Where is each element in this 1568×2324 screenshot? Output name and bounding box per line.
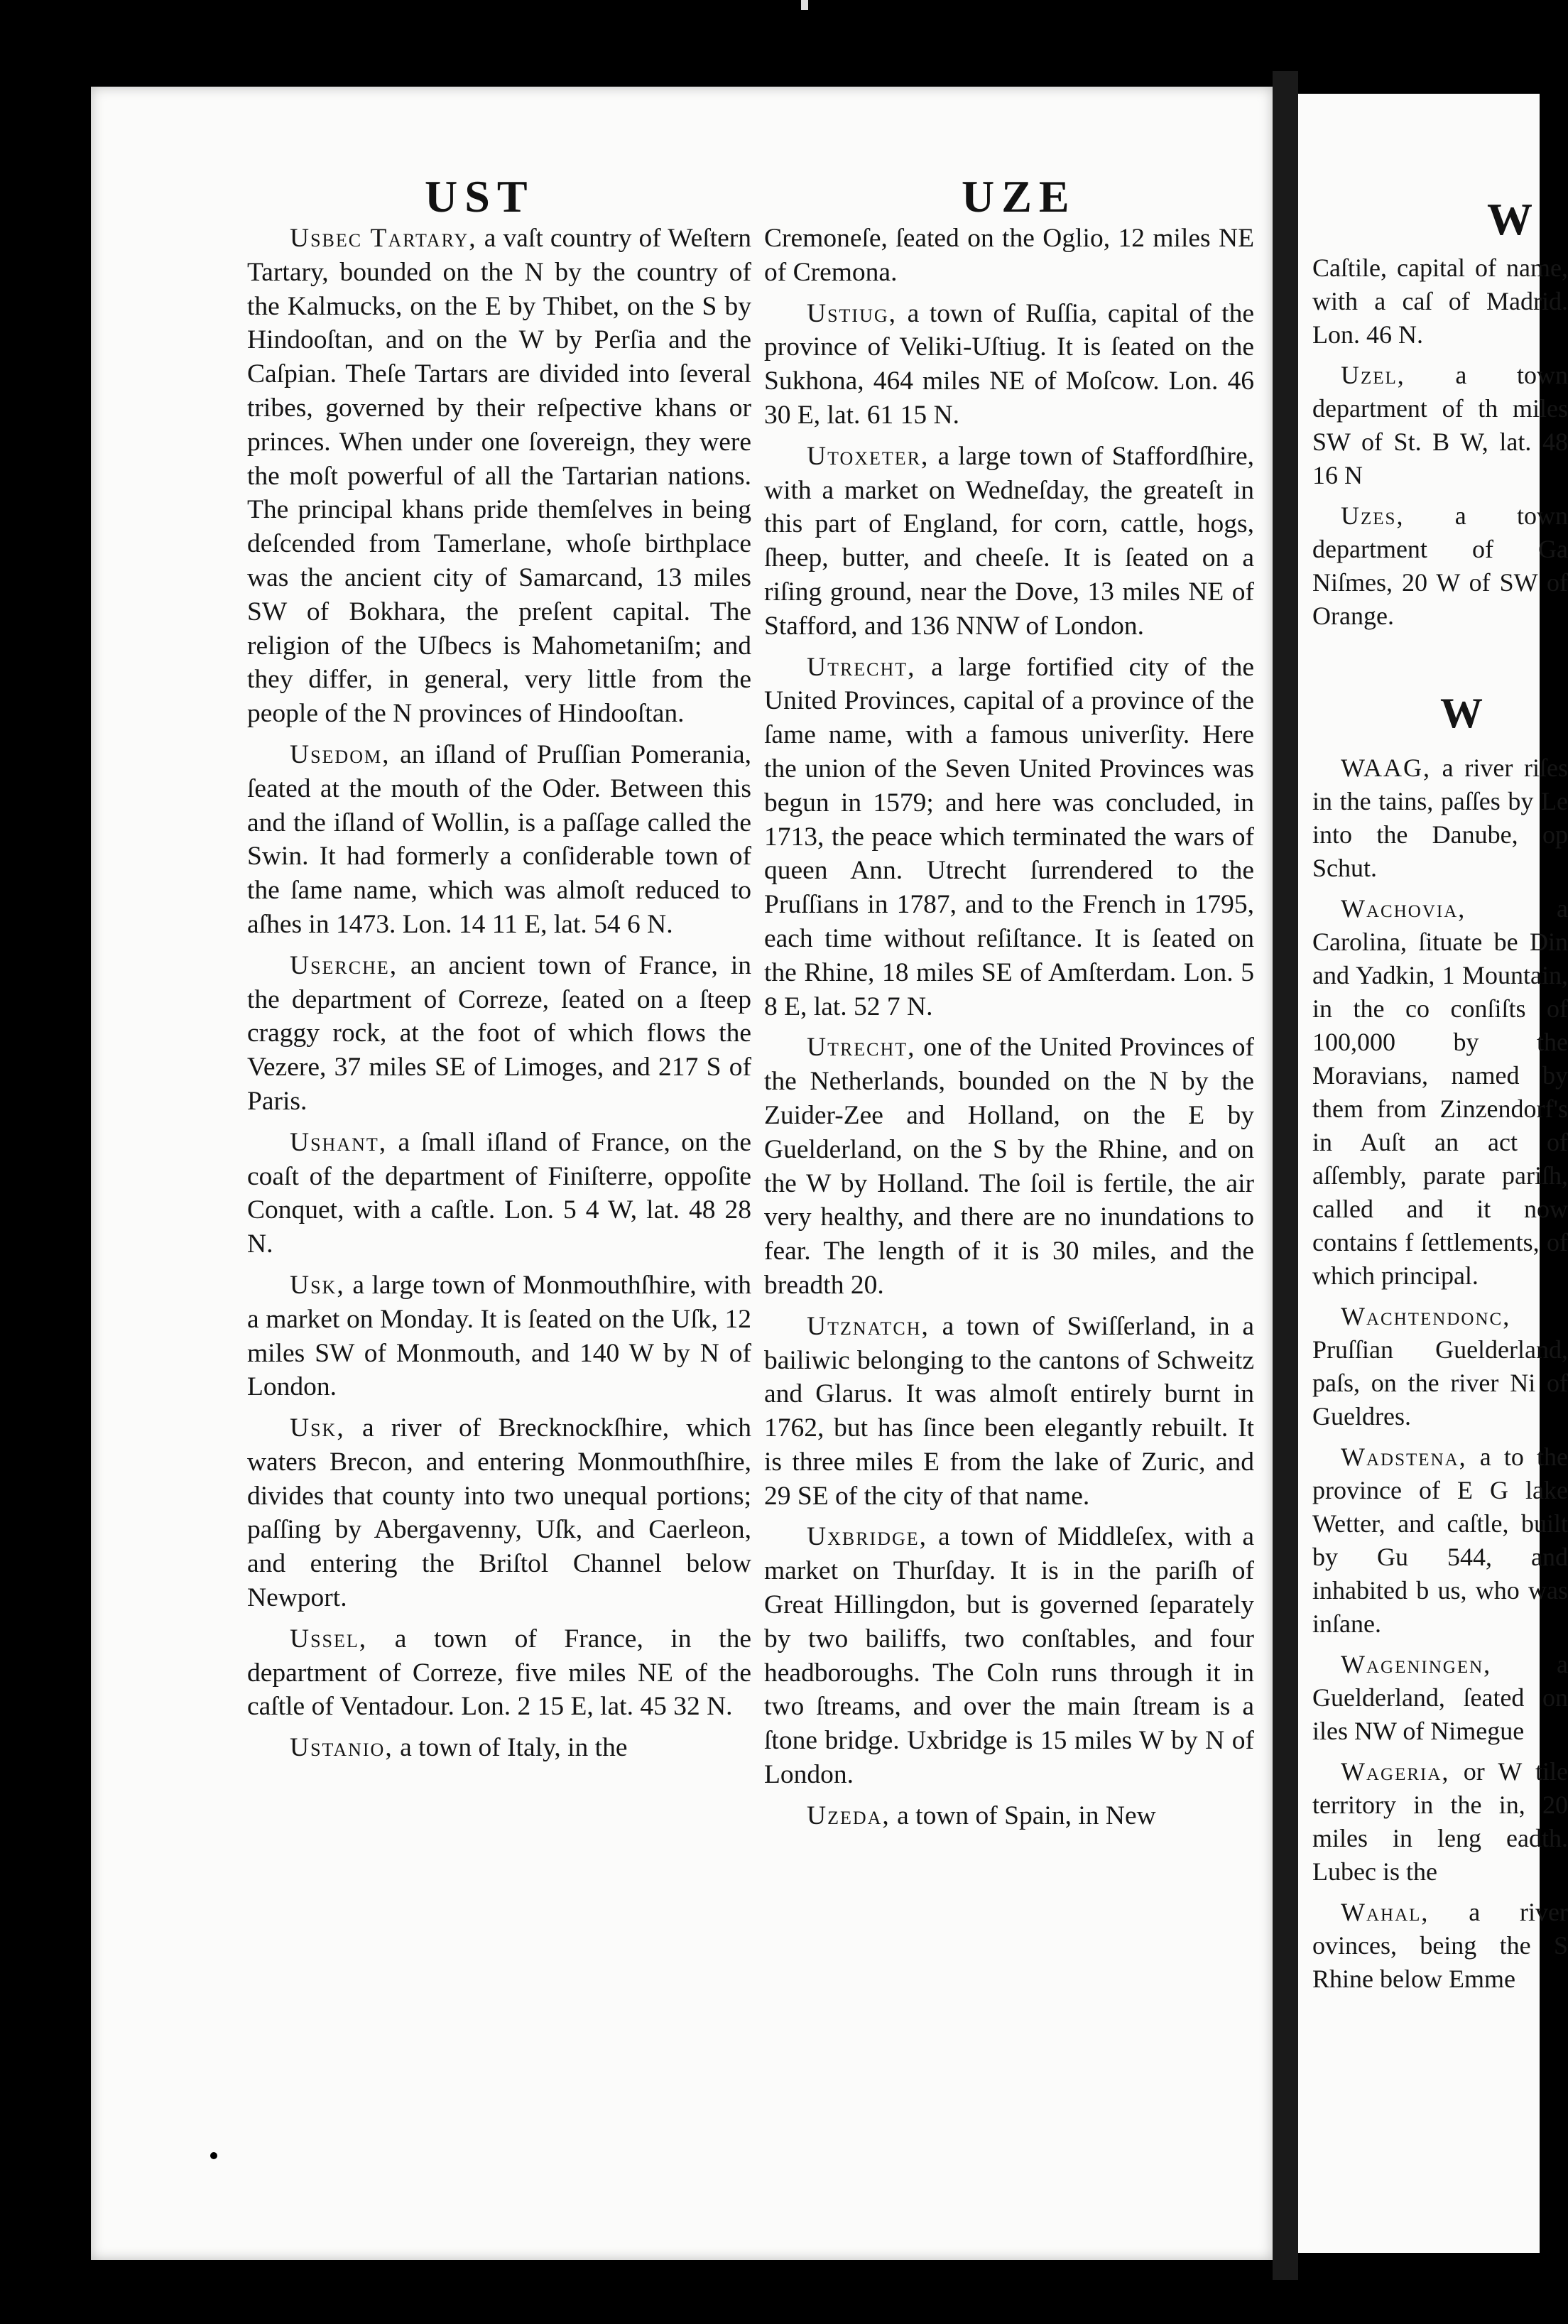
ink-dot [210, 2152, 217, 2159]
entry-paragraph [1312, 1648, 1568, 1748]
entry-paragraph [764, 297, 1254, 433]
entry-text: Cremoneſe, ſeated on the Oglio, 12 miles NE of Cremona. [764, 224, 1254, 287]
entry-paragraph [1312, 1896, 1568, 1996]
entry-headword: Usedom, [290, 739, 391, 769]
entry-headword: Usbec Tartary, [290, 224, 477, 253]
entry-paragraph [1312, 1440, 1568, 1641]
running-head-left: UST [425, 171, 535, 222]
entry-text: a river ovinces, being the S Rhine below Emme [1312, 1898, 1568, 1993]
entry-text: a town of France, in the department of Correze, five miles NE of the caſtle of Ventadour. Lon. 2 15 E, lat. 45 32 N. [247, 1624, 751, 1722]
entry-text: a large fortified city of the United Provinces, capital of a province of the ſame name, with a famous univerſity. Here the union of the Seven United Provinces was begun in 1579; and here was concluded, in 1713, the peace which terminated the wars of queen Ann. Utrecht ſurrendered to the Pruſſians in 1787, and to the French in 1795, each time without reſiſtance. It is ſeated on the Rhine, 18 miles SE of Amſterdam. Lon. 5 8 E, lat. 52 7 N. [764, 652, 1254, 1021]
entry-headword: Ustiug, [807, 298, 898, 328]
entry-headword: Utrecht, [807, 1033, 916, 1063]
entry-text: a vaſt country of Weſtern Tartary, bounded on the N by the country of the Kalmucks, on the E by Thibet, on the S by Hindooſtan, and on the W by Perſia and the Caſpian. Theſe Tartars are divided into ſeveral tribes, governed by their reſpective khans or princes. When under one ſovereign, they were the moſt powerful of all the Tartarian nations. The principal khans pride themſelves in being deſcended from Tamerlane, whoſe birthplace was the ancient city of Samarcand, 13 miles SW of Bokhara, the preſent capital. The religion of the Uſbecs is Mahometaniſm; and they differ, in general, very little from the people of the N provinces of Hindooſtan. [247, 224, 751, 729]
entry-headword: Utoxeter, [807, 441, 930, 471]
entry-text: a ſmall iſland of France, on the coaſt of the department of Finiſterre, oppoſite Conquet, with a caſtle. Lon. 5 4 W, lat. 48 28 N. [247, 1127, 751, 1259]
entry-text: or W tile territory in the in, 20 miles in leng eadth. Lubec is the [1312, 1757, 1568, 1886]
entry-headword: Uzel, [1341, 361, 1405, 389]
entry-text: a town department of th miles SW of St. B W, lat. 48 16 N [1312, 361, 1568, 489]
entry-headword: Utrecht, [807, 652, 916, 682]
entry-text: a town of Swiſſerland, in a bailiwic belonging to the cantons of Schweitz and Glarus. It was almoſt entirely burnt in 1762, but has ſince been elegantly rebuilt. It is three miles E from the lake of Zuric, and 29 SE of the city of that name. [764, 1311, 1254, 1511]
entry-headword: Wachtendonc, [1341, 1302, 1511, 1330]
entry-paragraph [247, 1731, 751, 1765]
entry-paragraph [764, 651, 1254, 1024]
entry-text: a large town of Monmouthſhire, with a market on Monday. It is ſeated on the Uſk, 12 miles SW of Monmouth, and 140 W by N of London. [247, 1270, 751, 1402]
entry-paragraph [247, 949, 751, 1119]
entry-headword: Uxbridge, [807, 1522, 928, 1552]
entry-headword: Uzeda, [807, 1801, 891, 1830]
entry-headword: Ushant, [290, 1127, 388, 1157]
entry-paragraph [247, 1126, 751, 1261]
entry-paragraph [764, 1310, 1254, 1514]
entry-headword: Wachovia, [1341, 894, 1466, 923]
entry-paragraph [247, 1269, 751, 1404]
entry-paragraph [247, 222, 751, 731]
entry-paragraph [1312, 499, 1568, 633]
entry-headword: Usk, [290, 1413, 345, 1443]
entry-headword: Utznatch, [807, 1311, 930, 1341]
entry-headword: Usk, [290, 1270, 345, 1300]
entry-paragraph [1312, 892, 1568, 1293]
entry-paragraph [764, 440, 1254, 644]
entry-paragraph [1312, 751, 1568, 885]
entry-text: a Carolina, ſituate be Din and Yadkin, 1 Mountain, in the co conſiſts of 100,000 by the Moravians, named by them from Zinzendorf's in Auſt an act of aſſembly, parate pariſh, called and it now contains f ſettlements, of which principal. [1312, 894, 1568, 1290]
entry-headword: Wageria, [1341, 1757, 1450, 1786]
entry-paragraph [247, 1622, 751, 1724]
entry-text: an iſland of Pruſſian Pomerania, ſeated at the mouth of the Oder. Between this and the iſland of Wollin, is a paſſage called the Swin. It had formerly a conſiderable town of the ſame name, which was almoſt reduced to aſhes in 1473. Lon. 14 11 E, lat. 54 6 N. [247, 739, 751, 939]
scan-speck [801, 0, 808, 10]
entry-headword: Uzes, [1341, 501, 1405, 530]
entry-headword: Wageningen, [1341, 1650, 1492, 1678]
entry-paragraph [1312, 359, 1568, 492]
running-head-next-page: W [1487, 194, 1540, 244]
entry-headword: Wadstena, [1341, 1443, 1467, 1471]
column-3 [1312, 251, 1568, 2003]
entry-headword: Ussel, [290, 1624, 368, 1654]
entry-text: an ancient town of France, in the department of Correze, ſeated on a ſteep craggy rock, at the foot of which flows the Vezere, 37 miles SE of Limoges, and 217 S of Paris. [247, 950, 751, 1116]
page-right-partial [1298, 94, 1568, 2253]
entry-paragraph [1312, 1300, 1568, 1433]
entry-paragraph [764, 1031, 1254, 1302]
entry-text: a river riſes in the tains, paſſes by Le into the Danube, op Schut. [1312, 754, 1568, 882]
entry-paragraph [1312, 251, 1568, 352]
section-letter: W [1440, 690, 1483, 737]
entry-headword: WAAG, [1341, 754, 1431, 782]
entry-text: a town department of Ga Niſmes, 20 W of SW of Orange. [1312, 501, 1568, 630]
page-left [91, 87, 1273, 2260]
entry-paragraph [764, 1520, 1254, 1791]
entry-text: Caſtile, capital of name, with a caſ of Madrid. Lon. 46 N. [1312, 254, 1568, 349]
entry-paragraph [1312, 1755, 1568, 1889]
book-gutter [1273, 71, 1298, 2280]
entry-text: one of the United Provinces of the Netherlands, bounded on the N by the Zuider-Zee and Holland, on the E by Guelderland, on the S by the Rhine, and on the W by Holland. The ſoil is fertile, the air very healthy, and there are no inundations to fear. The length of it is 30 miles, and the breadth 20. [764, 1033, 1254, 1300]
entry-paragraph [247, 738, 751, 942]
entry-headword: Wahal, [1341, 1898, 1430, 1926]
entry-headword: Ustanio, [290, 1733, 393, 1763]
entry-headword: Userche, [290, 950, 398, 980]
entry-text: a Guelderland, ſeated on iles NW of Nimegue [1312, 1650, 1568, 1745]
entry-text: a town of Middleſex, with a market on Thurſday. It is in the pariſh of Great Hillingdon, but is governed ſeparately by two bailiffs, two conſtables, and four headboroughs. The Coln runs through it in two ſtreams, and over the main ſtream is a ſtone bridge. Uxbridge is 15 miles W by N of London. [764, 1522, 1254, 1790]
entry-text: a river of Brecknockſhire, which waters Brecon, and entering Monmouthſhire, divides that county into two unequal portions; paſſing by Abergavenny, Uſk, and Caerleon, and entering the Briſtol Channel below Newport. [247, 1413, 751, 1613]
entry-paragraph [764, 222, 1254, 290]
entry-paragraph [764, 1799, 1254, 1833]
entry-text: a town of Spain, in New [890, 1801, 1156, 1830]
entry-text: a to the province of E G lake Wetter, and caſtle, built by Gu 544, and inhabited b us, who was inſane. [1312, 1443, 1568, 1638]
column-2 [764, 222, 1254, 1840]
entry-text: a town of Italy, in the [393, 1733, 628, 1763]
column-1 [247, 222, 751, 1772]
entry-paragraph [247, 1411, 751, 1615]
entry-text: a town of Ruſſia, capital of the province of Veliki-Uſtiug. It is ſeated on the Sukhona, 464 miles NE of Moſcow. Lon. 46 30 E, lat. 61 15 N. [764, 298, 1254, 430]
entry-text: a large town of Staffordſhire, with a market on Wedneſday, the greateſt in this part of England, for corn, cattle, hogs, ſheep, butter, and cheeſe. It is ſeated on a riſing ground, near the Dove, 13 miles NE of Stafford, and 136 NNW of London. [764, 441, 1254, 641]
running-head-right: UZE [962, 171, 1077, 222]
entry-text: Pruſſian Guelderland, paſs, on the river Ni of Gueldres. [1312, 1335, 1568, 1430]
